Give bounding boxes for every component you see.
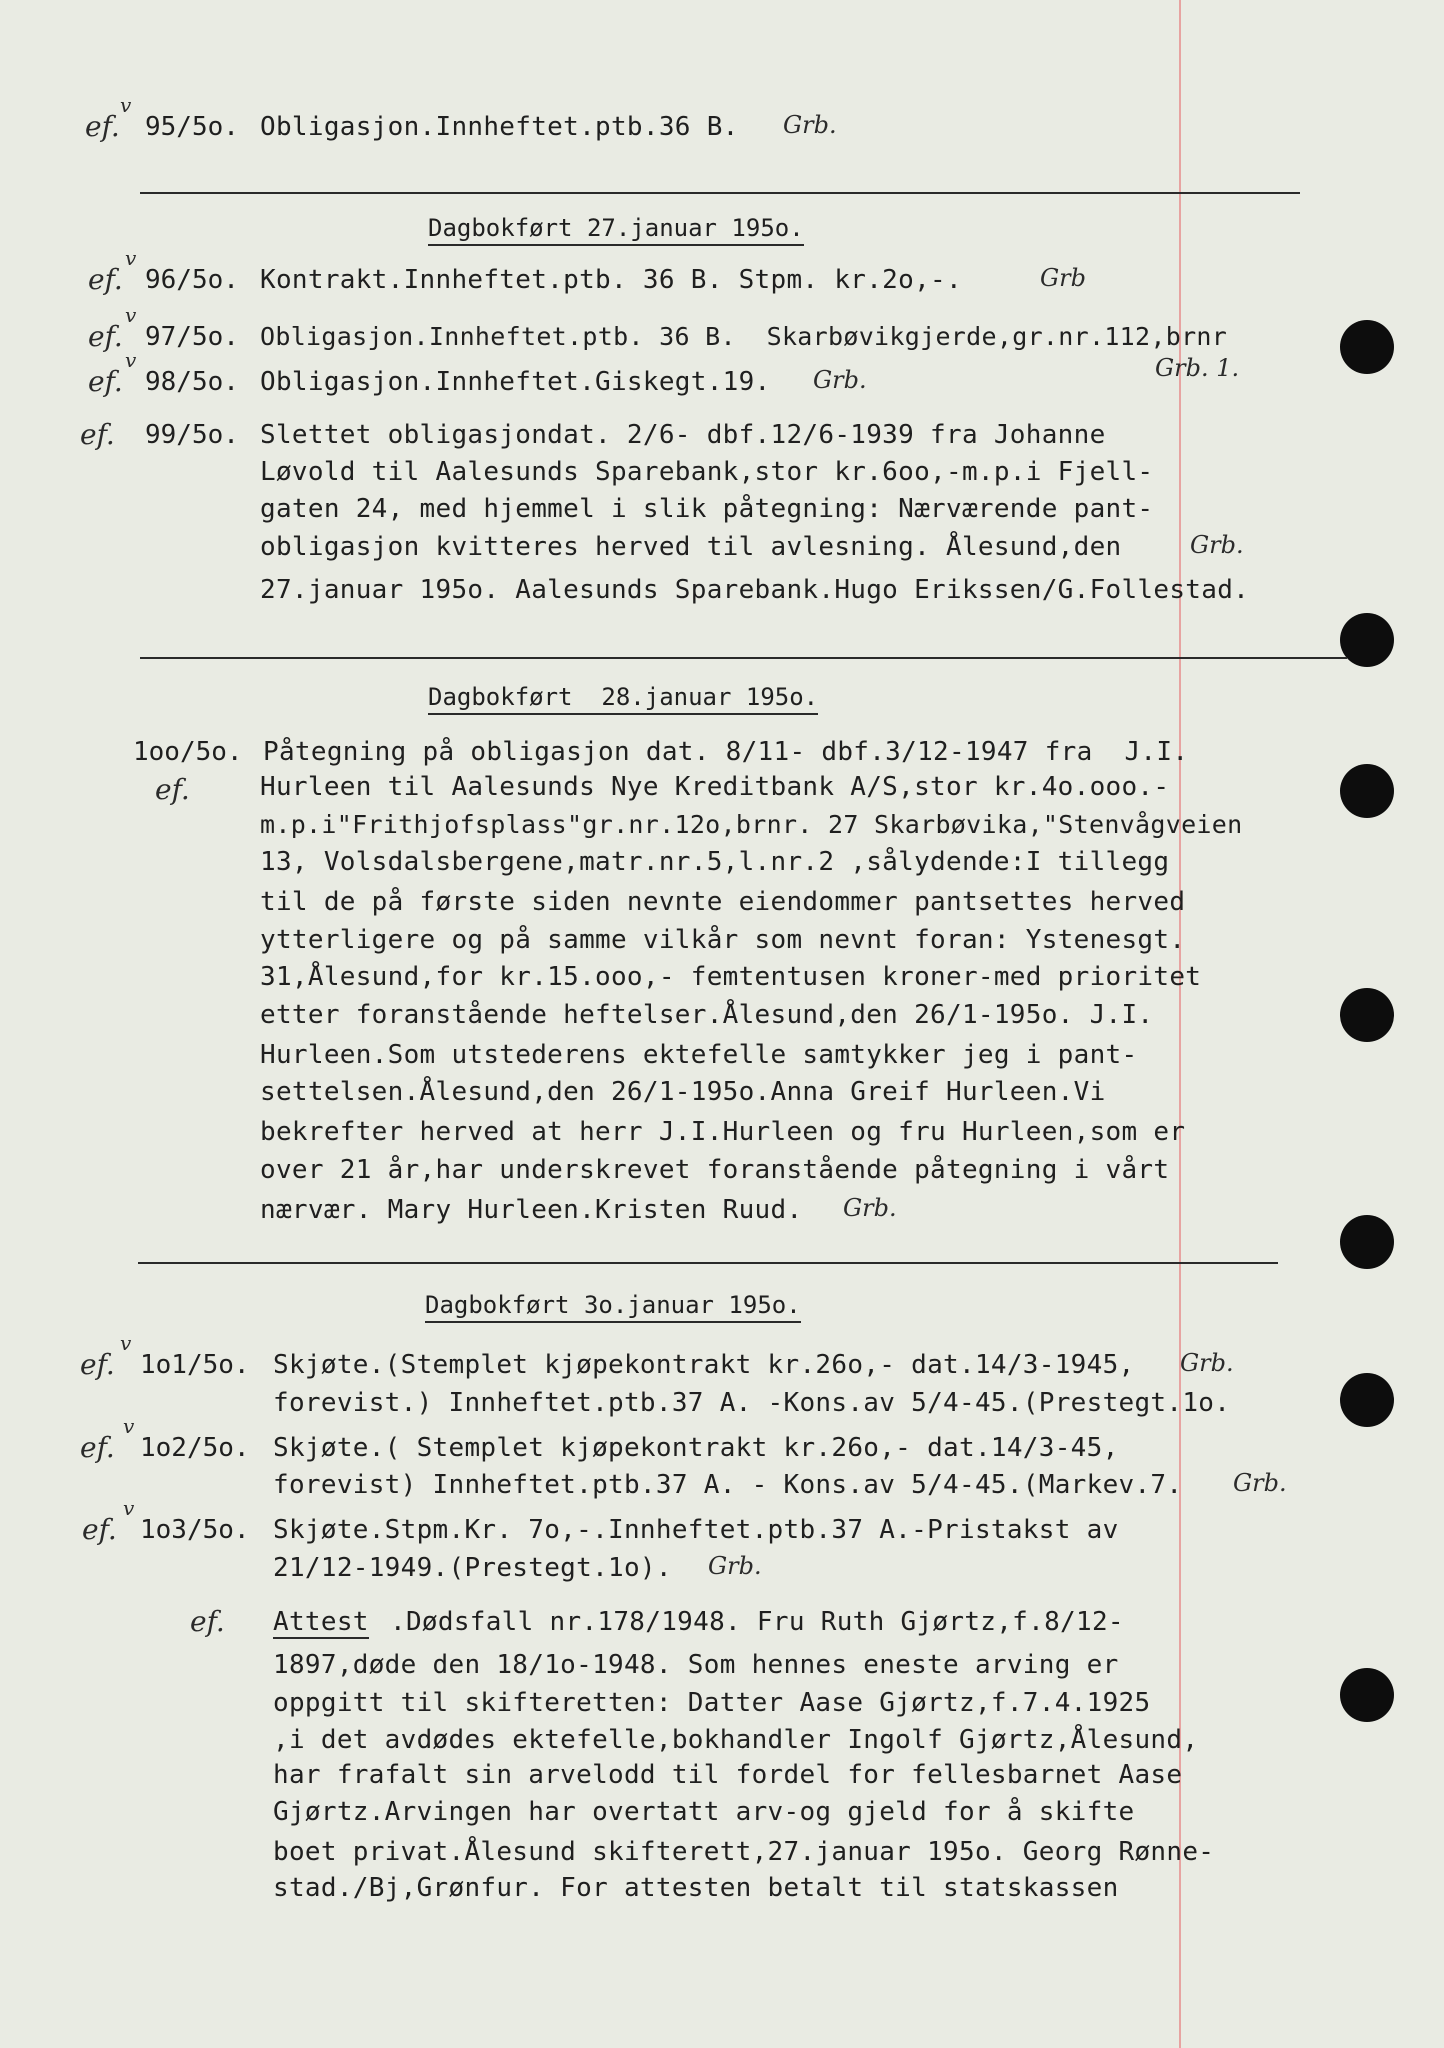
punch-hole <box>1340 1373 1394 1427</box>
signature-initials: Grb. <box>1233 1469 1287 1497</box>
punch-hole <box>1340 988 1394 1042</box>
entry-number: 96/5o. <box>145 265 239 295</box>
entry-line: ytterligere og på samme vilkår som nevnt foran: Ystenesgt. <box>260 925 1186 955</box>
ef-mark: ef. <box>155 773 190 806</box>
entry-number: 1o1/5o. <box>140 1350 250 1380</box>
signature-initials: Grb. <box>1190 531 1244 559</box>
check-mark: v <box>120 1331 132 1355</box>
entry-line: 31,Ålesund,for kr.15.ooo,- femtentusen kroner-med prioritet <box>260 962 1202 992</box>
signature-initials: Grb. <box>708 1552 762 1580</box>
entry-line: gaten 24, med hjemmel i slik påtegning: Nærværende pant- <box>260 494 1154 524</box>
signature-initials: Grb <box>1040 264 1087 292</box>
punch-hole <box>1340 613 1394 667</box>
entry-line: .Dødsfall nr.178/1948. Fru Ruth Gjørtz,f.8/12- <box>390 1607 1124 1637</box>
entry-line: Påtegning på obligasjon dat. 8/11- dbf.3/12-1947 fra J.I. <box>263 737 1189 767</box>
attest-title: Attest <box>273 1607 369 1637</box>
section-header: Dagbokført 27.januar 195o. <box>428 213 804 243</box>
section-rule <box>140 657 1347 659</box>
entry-line: Løvold til Aalesunds Sparebank,stor kr.6oo,-m.p.i Fjell- <box>260 457 1154 487</box>
entry-line: Skjøte.(Stemplet kjøpekontrakt kr.26o,- dat.14/3-1945, <box>273 1350 1135 1380</box>
entry-line: Slettet obligasjondat. 2/6- dbf.12/6-1939 fra Johanne <box>260 420 1106 450</box>
entry-line: etter foranstående heftelser.Ålesund,den 26/1-195o. J.I. <box>260 1000 1154 1030</box>
ef-mark: ef. <box>80 1431 115 1464</box>
punch-hole <box>1340 1215 1394 1269</box>
entry-line: nærvær. Mary Hurleen.Kristen Ruud. <box>260 1195 803 1225</box>
entry-number: 98/5o. <box>145 367 239 397</box>
punch-hole <box>1340 1668 1394 1722</box>
entry-line: 27.januar 195o. Aalesunds Sparebank.Hugo Erikssen/G.Follestad. <box>260 575 1250 605</box>
entry-number: 97/5o. <box>145 322 239 352</box>
entry-line: Hurleen til Aalesunds Nye Kreditbank A/S,stor kr.4o.ooo.- <box>260 772 1170 802</box>
entry-line: ,i det avdødes ektefelle,bokhandler Ingolf Gjørtz,Ålesund, <box>273 1725 1199 1755</box>
entry-line: 21/12-1949.(Prestegt.1o). <box>273 1553 672 1583</box>
entry-line: Skjøte.( Stemplet kjøpekontrakt kr.26o,- dat.14/3-45, <box>273 1433 1119 1463</box>
entry-text: Obligasjon.Innheftet.Giskegt.19. <box>260 367 771 397</box>
entry-line: har frafalt sin arvelodd til fordel for fellesbarnet Aase <box>273 1760 1183 1790</box>
entry-line: Gjørtz.Arvingen har overtatt arv-og gjeld for å skifte <box>273 1797 1135 1827</box>
section-header: Dagbokført 3o.januar 195o. <box>425 1290 801 1320</box>
signature-initials: Grb. <box>1180 1349 1234 1377</box>
ef-mark: ef. <box>80 1348 115 1381</box>
entry-line: obligasjon kvitteres herved til avlesning. Ålesund,den <box>260 532 1122 562</box>
entry-text: Obligasjon.Innheftet.ptb. 36 B. Skarbøvikgjerde,gr.nr.112,brnr <box>260 322 1228 351</box>
entry-number: 1oo/5o. <box>133 737 243 767</box>
entry-number: 1o3/5o. <box>140 1515 250 1545</box>
entry-number: 1o2/5o. <box>140 1433 250 1463</box>
ef-mark: ef. <box>82 1513 117 1546</box>
check-mark: v <box>125 348 137 372</box>
check-mark: v <box>123 1496 135 1520</box>
entry-line: boet privat.Ålesund skifterett,27.januar 195o. Georg Rønne- <box>273 1837 1215 1867</box>
entry-line: stad./Bj,Grønfur. For attesten betalt til statskassen <box>273 1873 1119 1903</box>
signature-initials: Grb. <box>813 366 867 394</box>
check-mark: v <box>123 1414 135 1438</box>
entry-line: m.p.i"Frithjofsplass"gr.nr.12o,brnr. 27 Skarbøvika,"Stenvågveien <box>260 810 1243 839</box>
section-header: Dagbokført 28.januar 195o. <box>428 682 818 712</box>
ef-mark: ef. <box>190 1605 225 1638</box>
entry-line: 13, Volsdalsbergene,matr.nr.5,l.nr.2 ,sålydende:I tillegg <box>260 847 1170 877</box>
signature-initials: Grb. <box>783 111 837 139</box>
check-mark: v <box>125 303 137 327</box>
section-rule <box>140 192 1300 194</box>
entry-line: forevist.) Innheftet.ptb.37 A. -Kons.av 5/4-45.(Prestegt.1o. <box>273 1388 1231 1418</box>
ef-mark: ef. <box>88 320 123 353</box>
punch-hole <box>1340 320 1394 374</box>
signature-initials: Grb. <box>843 1194 897 1222</box>
entry-text: Obligasjon.Innheftet.ptb.36 B. <box>260 112 739 142</box>
ef-mark: ef. <box>88 263 123 296</box>
punch-hole <box>1340 764 1394 818</box>
check-mark: v <box>125 246 137 270</box>
signature-initials: Grb. 1. <box>1155 354 1240 382</box>
entry-line: over 21 år,har underskrevet foranstående påtegning i vårt <box>260 1155 1170 1185</box>
check-mark: v <box>120 93 132 117</box>
entry-line: oppgitt til skifteretten: Datter Aase Gjørtz,f.7.4.1925 <box>273 1688 1151 1718</box>
entry-line: bekrefter herved at herr J.I.Hurleen og fru Hurleen,som er <box>260 1117 1186 1147</box>
entry-line: 1897,døde den 18/1o-1948. Som hennes eneste arving er <box>273 1650 1119 1680</box>
entry-line: Skjøte.Stpm.Kr. 7o,-.Innheftet.ptb.37 A.-Pristakst av <box>273 1515 1119 1545</box>
ef-mark: ef. <box>80 418 115 451</box>
entry-number: 99/5o. <box>145 420 239 450</box>
ef-mark: ef. <box>88 365 123 398</box>
entry-line: forevist) Innheftet.ptb.37 A. - Kons.av 5/4-45.(Markev.7. <box>273 1470 1183 1500</box>
ef-mark: ef. <box>85 110 120 143</box>
section-rule <box>138 1262 1278 1264</box>
entry-line: settelsen.Ålesund,den 26/1-195o.Anna Greif Hurleen.Vi <box>260 1077 1106 1107</box>
entry-text: Kontrakt.Innheftet.ptb. 36 B. Stpm. kr.2o,-. <box>260 265 962 295</box>
entry-number: 95/5o. <box>145 112 239 142</box>
entry-line: til de på første siden nevnte eiendommer pantsettes herved <box>260 887 1186 917</box>
entry-line: Hurleen.Som utstederens ektefelle samtykker jeg i pant- <box>260 1040 1138 1070</box>
